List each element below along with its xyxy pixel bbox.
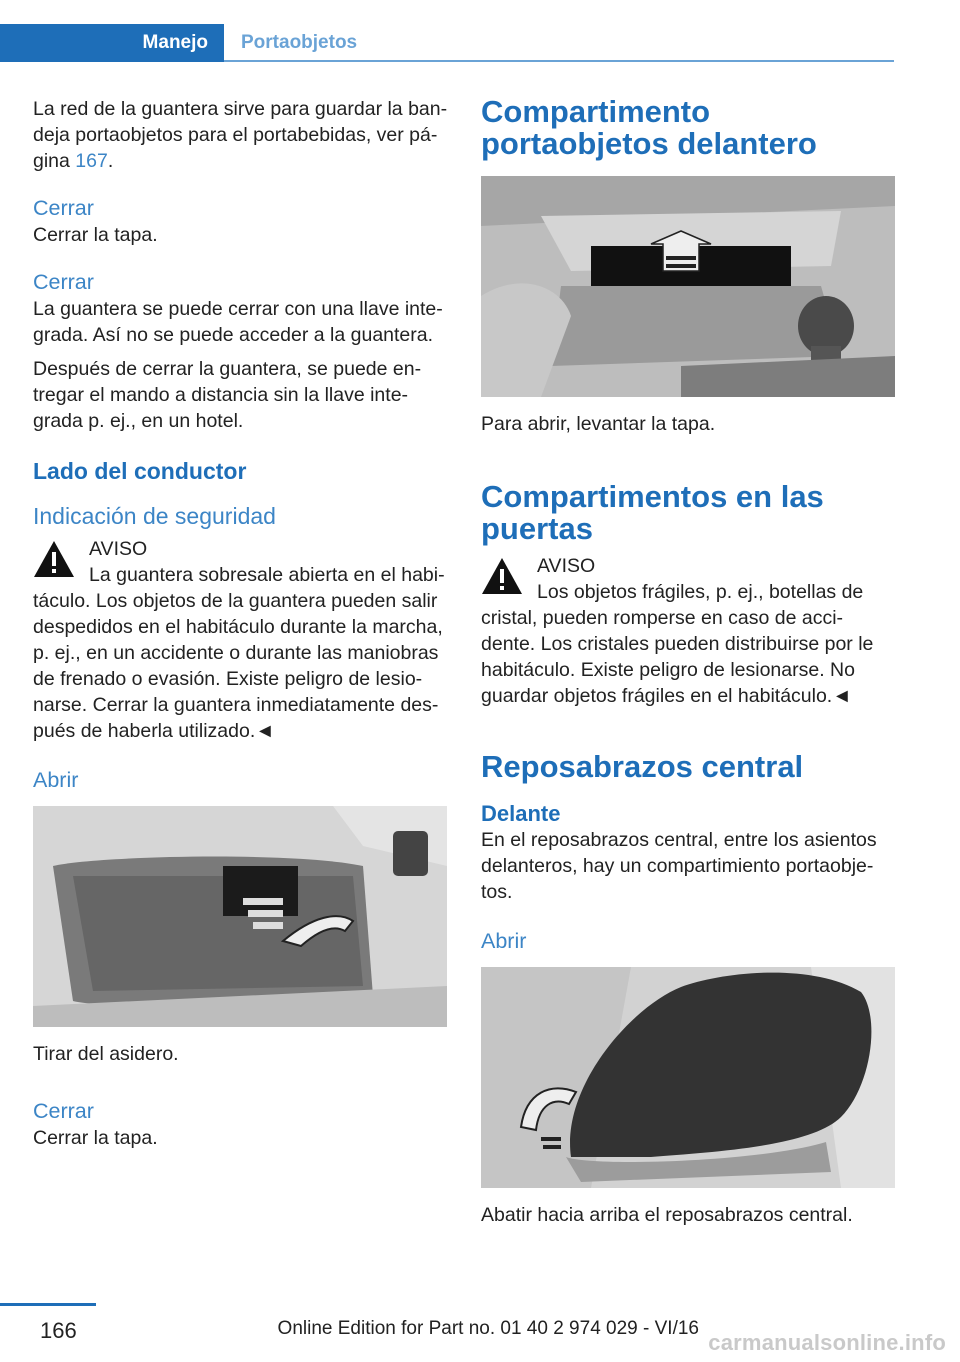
doors-title: Compartimentos en las puertas bbox=[481, 479, 824, 546]
open-caption: Tirar del asidero. bbox=[33, 1043, 179, 1065]
close-text: Cerrar la tapa. bbox=[33, 1127, 158, 1149]
glovebox-handle-image bbox=[33, 806, 447, 1027]
section-tab-portaobjetos[interactable]: Portaobjetos bbox=[241, 32, 358, 53]
intro-end: . bbox=[107, 150, 114, 172]
page-number: 166 bbox=[40, 1318, 77, 1343]
section-title-cerrar-3: Cerrar bbox=[33, 1099, 94, 1123]
warning-first-line: Los objetos frágiles, p. ej., botellas de bbox=[537, 581, 864, 603]
watermark: carmanualsonline.info bbox=[708, 1330, 946, 1355]
section-title-cerrar: Cerrar bbox=[33, 196, 94, 220]
delante-text: En el reposabrazos central, entre los asientos delanteros, hay un compartimiento portaobje-tos. bbox=[481, 829, 877, 903]
header-rule bbox=[224, 60, 894, 62]
right-column bbox=[481, 96, 897, 1228]
warning-icon bbox=[33, 540, 75, 578]
section-title-abrir-2: Abrir bbox=[481, 929, 527, 953]
cerrar-text: Cerrar la tapa. bbox=[33, 224, 158, 246]
cerrar-text-2: La guantera se puede cerrar con una llave inte-grada. Así no se puede acceder a la guantera. bbox=[33, 298, 443, 346]
intro-text: La red de la guantera sirve para guardar la ban-deja portaobjetos para el portabebidas, ver pá-gina bbox=[33, 98, 448, 172]
warning-text: cristal, pueden romperse en caso de acci-dente. Los cristales pueden distribuirse por le habitáculo. Existe peligro de lesionarse. No guardar objetos frágiles en el habitáculo.◄ bbox=[481, 607, 874, 707]
section-tab-manejo[interactable]: Manejo bbox=[0, 24, 224, 62]
warning-block bbox=[33, 536, 449, 744]
warning-first-line: La guantera sobresale abierta en el habi- bbox=[89, 564, 445, 586]
warning-text: táculo. Los objetos de la guantera pueden salir despedidos en el habitáculo durante la marcha, p. ej., en un accidente o durante las maniobras de frenado o evasión. Existe peligro de lesio-narse. Cerrar la guantera inmediatamente des-pués de haberla utilizado.◄ bbox=[33, 590, 443, 742]
intro-paragraph bbox=[33, 96, 449, 174]
edition-text: Online Edition for Part no. 01 40 2 974 029 - VI/16 bbox=[277, 1318, 699, 1339]
front-compartment-image bbox=[481, 176, 895, 397]
cerrar-text-3: Después de cerrar la guantera, se puede en-tregar el mando a distancia sin la llave inte-grada p. ej., en un hotel. bbox=[33, 358, 422, 432]
left-column bbox=[33, 96, 449, 1151]
front-compartment-title: Compartimento portaobjetos delantero bbox=[481, 94, 817, 161]
armrest-image bbox=[481, 967, 895, 1188]
section-title-cerrar-2: Cerrar bbox=[33, 270, 94, 294]
armrest-title: Reposabrazos central bbox=[481, 749, 804, 784]
safety-title: Indicación de seguridad bbox=[33, 503, 276, 529]
warning-icon bbox=[481, 557, 523, 595]
footer-rule bbox=[0, 1303, 96, 1306]
section-title-abrir: Abrir bbox=[33, 768, 79, 792]
armrest-caption: Abatir hacia arriba el reposabrazos central. bbox=[481, 1204, 853, 1226]
warning-label: AVISO bbox=[89, 538, 148, 560]
delante-title: Delante bbox=[481, 801, 561, 826]
warning-label: AVISO bbox=[537, 555, 596, 577]
front-caption: Para abrir, levantar la tapa. bbox=[481, 413, 716, 435]
driver-side-title: Lado del conductor bbox=[33, 458, 247, 484]
doors-warning-block bbox=[481, 553, 897, 709]
page-link[interactable]: 167 bbox=[75, 150, 108, 172]
